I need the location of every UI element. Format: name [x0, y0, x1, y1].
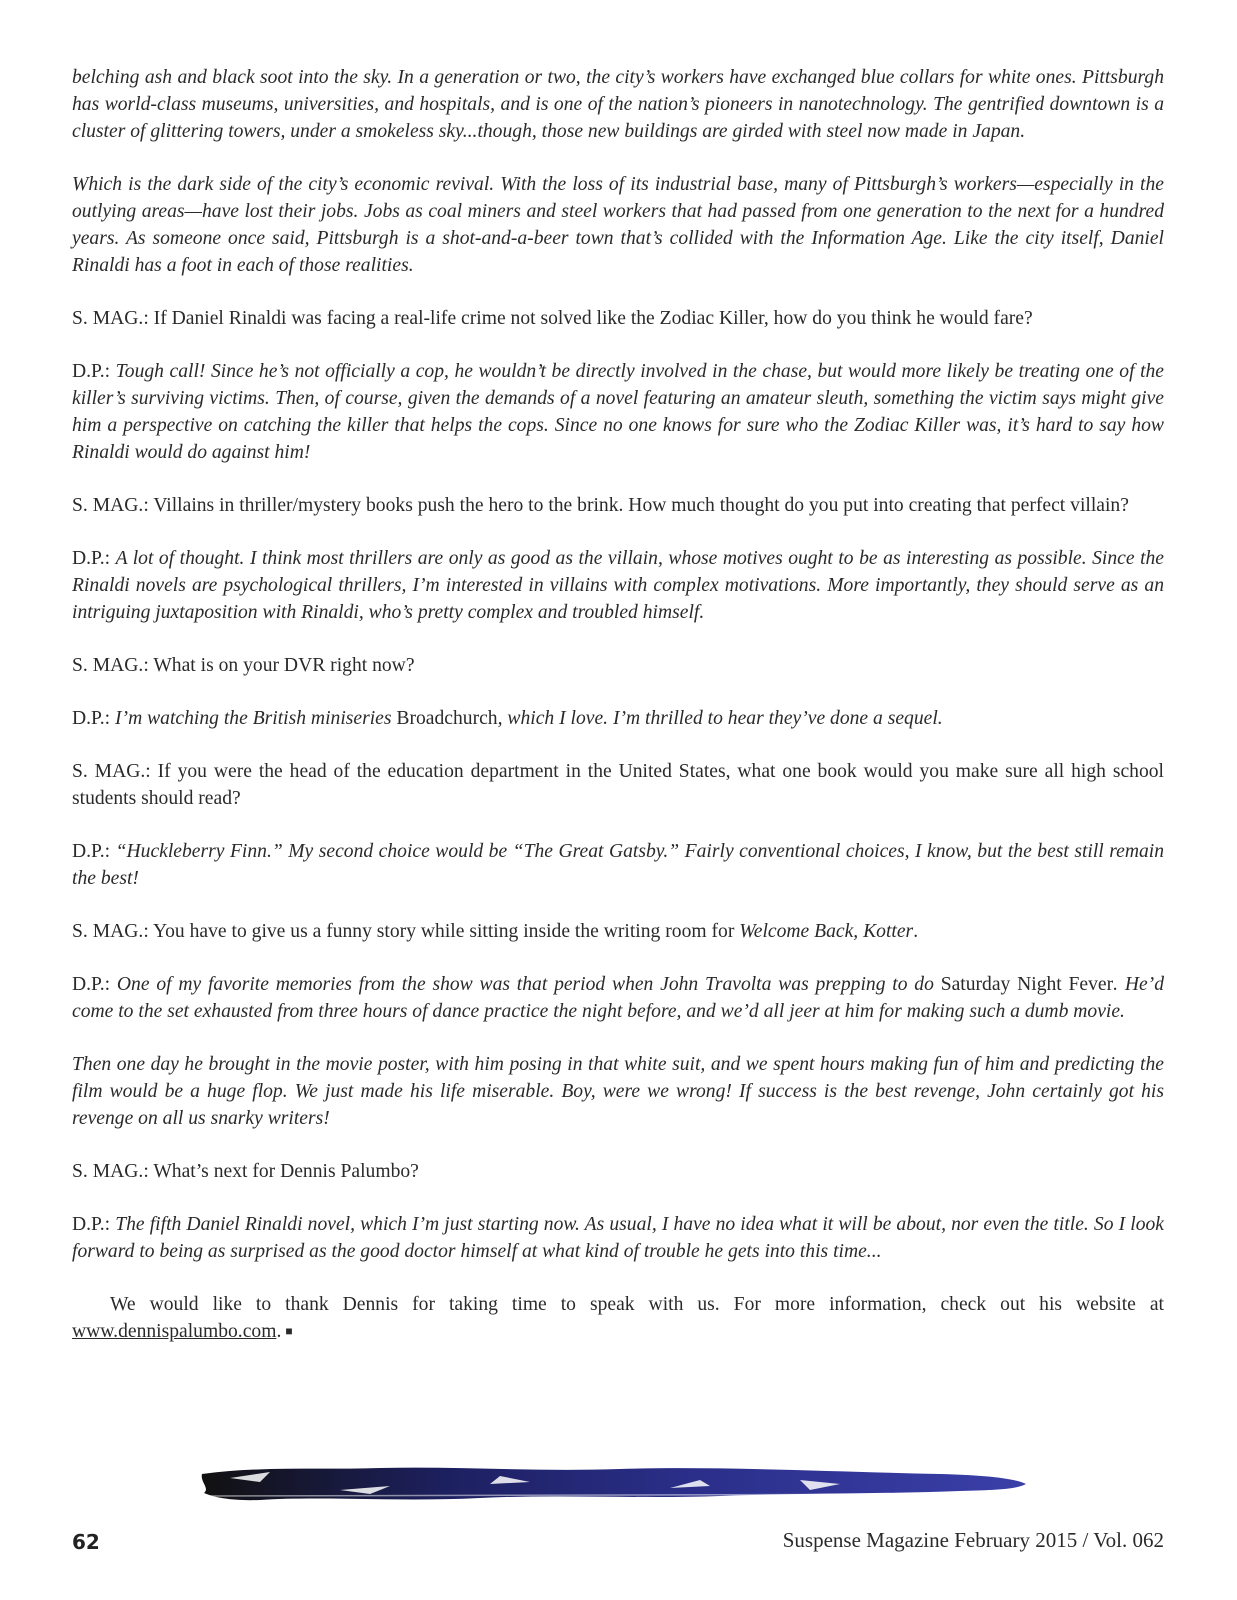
- article-paragraph: [72, 171, 1164, 279]
- italic-text: I’m watching the British miniseries: [115, 708, 397, 729]
- magazine-issue-footer: Suspense Magazine February 2015 / Vol. 062: [782, 1528, 1164, 1552]
- speaker-label: D.P.:: [72, 548, 116, 569]
- roman-text: .: [913, 921, 919, 942]
- roman-text: Broadchurch: [396, 708, 498, 729]
- roman-text: Saturday Night Fever: [940, 974, 1114, 995]
- roman-text: If you were the head of the education department in the United States, what one book would you make sure all high school students should read?: [72, 761, 1164, 809]
- italic-text: “Huckleberry Finn.” My second choice would be “The Great Gatsby.” Fairly conventional choices, I know, but the best still remain the best!: [72, 841, 1165, 889]
- article-paragraph: [72, 64, 1164, 145]
- brush-stroke-divider: [200, 1460, 1030, 1504]
- closing-text: We would like to thank Dennis for taking time to speak with us. For more information, check out his website at: [110, 1294, 1164, 1315]
- interview-paragraph: [72, 758, 1164, 812]
- roman-text: If Daniel Rinaldi was facing a real-life crime not solved like the Zodiac Killer, how do you think he would fare?: [153, 308, 1033, 329]
- italic-text: Then one day he brought in the movie poster, with him posing in that white suit, and we spent hours making fun of him and predicting the film would be a huge flop. We just made his life miserable. Boy, were we wrong! If success is the best revenge, John certainly got his revenge on all us snarky writers!: [72, 1054, 1164, 1129]
- italic-text: Tough call! Since he’s not officially a cop, he wouldn’t be directly involved in the chase, but would more likely be treating one of the killer’s surviving victims. Then, of course, given the demands of a novel featuring an amateur sleuth, something the victim says might give him a perspective on catching the killer that helps the cops. Since no one knows for sure who the Zodiac Killer was, it’s hard to say how Rinaldi would do against him!: [72, 361, 1165, 463]
- speaker-label: S. MAG.:: [72, 308, 154, 329]
- speaker-label: S. MAG.:: [72, 495, 154, 516]
- speaker-label: S. MAG.:: [72, 655, 154, 676]
- closing-paragraph: [72, 1291, 1164, 1345]
- italic-text: The fifth Daniel Rinaldi novel, which I’m just starting now. As usual, I have no idea what it will be about, nor even the title. So I look forward to being as surprised as the good doctor himself at what kind of trouble he gets into this time...: [72, 1214, 1164, 1262]
- end-of-article-mark: ■: [285, 1324, 293, 1338]
- italic-text: . He’d come to the set exhausted from three hours of dance practice the night before, and we’d all jeer at him for making such a dumb movie.: [72, 974, 1165, 1022]
- italic-text: , which I love. I’m thrilled to hear they’ve done a sequel.: [497, 708, 943, 729]
- italic-text: Welcome Back, Kotter: [739, 921, 914, 942]
- roman-text: What is on your DVR right now?: [153, 655, 415, 676]
- article-paragraph: [72, 1051, 1164, 1132]
- italic-text: Which is the dark side of the city’s economic revival. With the loss of its industrial base, many of Pittsburgh’s workers—especially in the outlying areas—have lost their jobs. Jobs as coal miners and steel workers that had passed from one generation to the next for a hundred years. As someone once said, Pittsburgh is a shot-and-a-beer town that’s collided with the Information Age. Like the city itself, Daniel Rinaldi has a foot in each of those realities.: [72, 174, 1164, 276]
- speaker-label: D.P.:: [72, 1214, 116, 1235]
- interview-paragraph: [72, 838, 1164, 892]
- interview-paragraph: [72, 545, 1164, 626]
- interview-paragraph: [72, 652, 1164, 679]
- italic-text: A lot of thought. I think most thrillers are only as good as the villain, whose motives ought to be as interesting as possible. Since the Rinaldi novels are psychological thrillers, I’m interested in villains with complex motivations. More importantly, they should serve as an intriguing juxtaposition with Rinaldi, who’s pretty complex and troubled himself.: [72, 548, 1165, 623]
- italic-text: belching ash and black soot into the sky. In a generation or two, the city’s workers have exchanged blue collars for white ones. Pittsburgh has world-class museums, universities, and hospitals, and is one of the nation’s pioneers in nanotechnology. The gentrified downtown is a cluster of glittering towers, under a smokeless sky...though, those new buildings are girded with steel now made in Japan.: [72, 67, 1164, 142]
- speaker-label: S. MAG.:: [72, 1161, 154, 1182]
- interview-paragraph: [72, 1211, 1164, 1265]
- speaker-label: S. MAG.:: [72, 921, 153, 942]
- roman-text: Villains in thriller/mystery books push the hero to the brink. How much thought do you put into creating that perfect villain?: [153, 495, 1129, 516]
- interview-paragraph: [72, 305, 1164, 332]
- speaker-label: D.P.:: [72, 361, 116, 382]
- roman-text: You have to give us a funny story while sitting inside the writing room for: [152, 921, 740, 942]
- speaker-label: S. MAG.:: [72, 761, 158, 782]
- italic-text: One of my favorite memories from the show was that period when John Travolta was prepping to do: [116, 974, 941, 995]
- article-body: [72, 64, 1164, 1371]
- speaker-label: D.P.:: [72, 841, 116, 862]
- roman-text: What’s next for Dennis Palumbo?: [153, 1161, 419, 1182]
- interview-paragraph: [72, 1158, 1164, 1185]
- interview-paragraph: [72, 971, 1164, 1025]
- interview-paragraph: [72, 918, 1164, 945]
- page-number: 62: [72, 1530, 100, 1554]
- interview-paragraph: [72, 492, 1164, 519]
- website-link[interactable]: www.dennispalumbo.com: [72, 1321, 277, 1342]
- interview-paragraph: [72, 705, 1164, 732]
- speaker-label: D.P.:: [72, 708, 116, 729]
- interview-paragraph: [72, 358, 1164, 466]
- closing-period: .: [276, 1321, 282, 1342]
- speaker-label: D.P.:: [72, 974, 117, 995]
